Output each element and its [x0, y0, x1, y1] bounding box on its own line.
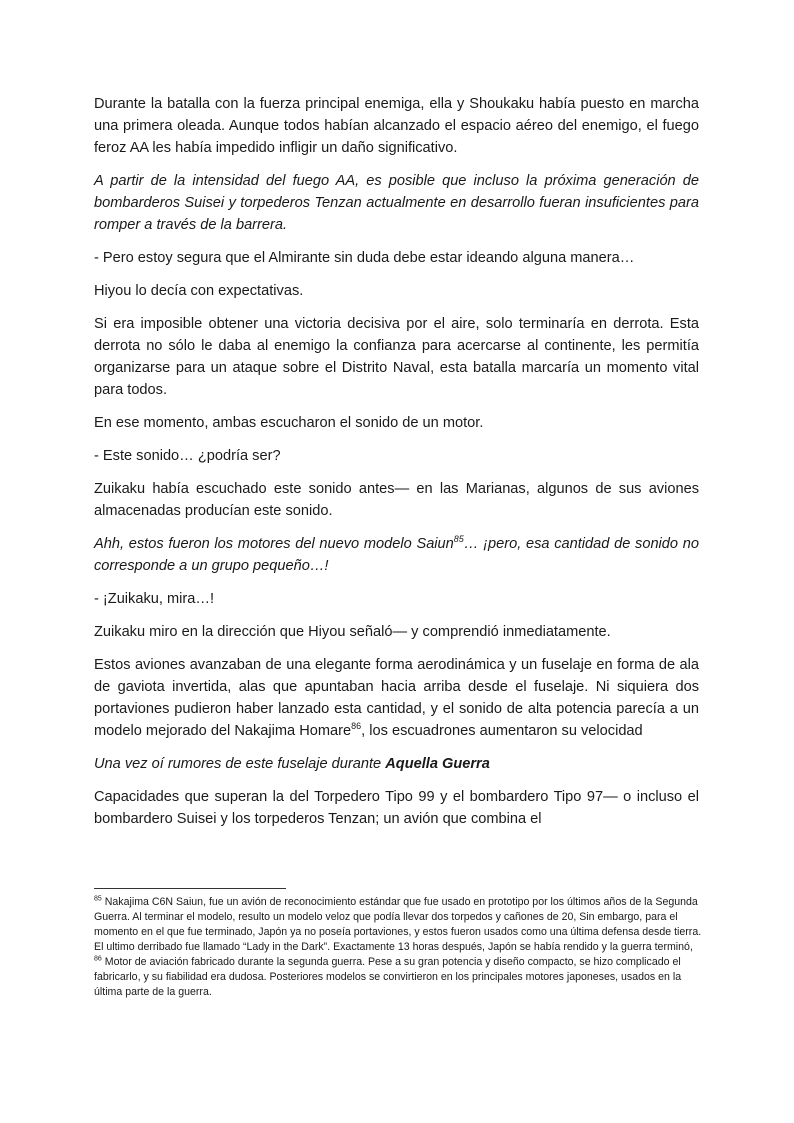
paragraph-13-emphasis: Aquella Guerra — [385, 756, 490, 772]
paragraph-13-part-1: Una vez oí rumores de este fuselaje durante — [94, 756, 386, 772]
paragraph-11: Zuikaku miro en la dirección que Hiyou señaló— y comprendió inmediatamente. — [94, 624, 611, 640]
paragraph-9-part-2: … ¡pero, esa cantidad de sonido no corresponde a un grupo pequeño…! — [94, 536, 699, 574]
paragraph-10-dialogue: - ¡Zuikaku, mira…! — [94, 591, 215, 607]
footnote-86-text: Motor de aviación fabricado durante la segunda guerra. Pese a su gran potencia y diseño compacto, se hizo complicado el fabricarlo, y su fiabilidad era dudosa. Posteriores modelos se convirtieron en los principales motores japoneses, usados en la última parte de la guerra. — [94, 956, 682, 998]
paragraph-8: Zuikaku había escuchado este sonido antes— en las Marianas, algunos de sus aviones almacenadas producían este sonido. — [94, 481, 699, 519]
paragraph-4: Hiyou lo decía con expectativas. — [94, 283, 304, 299]
document-body — [94, 93, 699, 841]
paragraph-13-thought — [94, 753, 699, 775]
paragraph-3-dialogue: - Pero estoy segura que el Almirante sin duda debe estar ideando alguna manera… — [94, 250, 635, 266]
paragraph-12-part-1: Estos aviones avanzaban de una elegante forma aerodinámica y un fuselaje en forma de ala de gaviota invertida, alas que apuntaban hacia arriba desde el fuselaje. Ni siquiera dos portaviones pudieron haber lanzado esta cantidad, y el sonido de alta potencia parecía a un modelo mejorado del Nakajima Homare — [94, 657, 699, 739]
footnotes — [94, 895, 706, 1000]
paragraph-9-thought — [94, 533, 699, 577]
footnote-ref-85[interactable]: 85 — [453, 534, 464, 545]
footnote-85 — [94, 895, 706, 955]
paragraph-12-part-2: , los escuadrones aumentaron su velocidad — [361, 723, 643, 739]
paragraph-6: En ese momento, ambas escucharon el sonido de un motor. — [94, 415, 484, 431]
footnote-85-text: Nakajima C6N Saiun, fue un avión de reconocimiento estándar que fue usado en prototipo por los últimos años de la Segunda Guerra. Al terminar el modelo, resulto un modelo veloz que podía llevar dos torpedos y cañones de 20, Sin embargo, para el momento en el que fue terminado, Japón ya no poseía portaviones, y estos fueron usados como una última defensa desde tierra. El ultimo derribado fue llamado “Lady in the Dark”. Exactamente 13 horas después, Japón se había rendido y la guerra terminó, — [94, 896, 702, 953]
footnote-mark-85: 85 — [94, 895, 102, 903]
paragraph-5: Si era imposible obtener una victoria decisiva por el aire, solo terminaría en derrota. Esta derrota no sólo le daba al enemigo la confianza para acercarse al continente, les permitía organizarse para un ataque sobre el Distrito Naval, esta batalla marcaría un momento vital para todos. — [94, 316, 699, 398]
footnote-ref-86[interactable]: 86 — [351, 721, 362, 732]
paragraph-1: Durante la batalla con la fuerza principal enemiga, ella y Shoukaku había puesto en marcha una primera oleada. Aunque todos habían alcanzado el espacio aéreo del enemigo, el fuego feroz AA les había impedido infligir un daño significativo. — [94, 96, 699, 156]
paragraph-2-thought: A partir de la intensidad del fuego AA, es posible que incluso la próxima generación de bombarderos Suisei y torpederos Tenzan actualmente en desarrollo fueran insuficientes para romper a través de la barrera. — [94, 173, 699, 233]
paragraph-12 — [94, 654, 699, 742]
footnote-86 — [94, 955, 706, 1000]
paragraph-14: Capacidades que superan la del Torpedero Tipo 99 y el bombardero Tipo 97— o incluso el bombardero Suisei y los torpederos Tenzan; un avión que combina el — [94, 789, 699, 827]
footnote-mark-86: 86 — [94, 955, 102, 963]
paragraph-7-dialogue: - Este sonido… ¿podría ser? — [94, 448, 281, 464]
paragraph-9-part-1: Ahh, estos fueron los motores del nuevo modelo Saiun — [94, 536, 454, 552]
footnote-separator — [94, 888, 286, 889]
